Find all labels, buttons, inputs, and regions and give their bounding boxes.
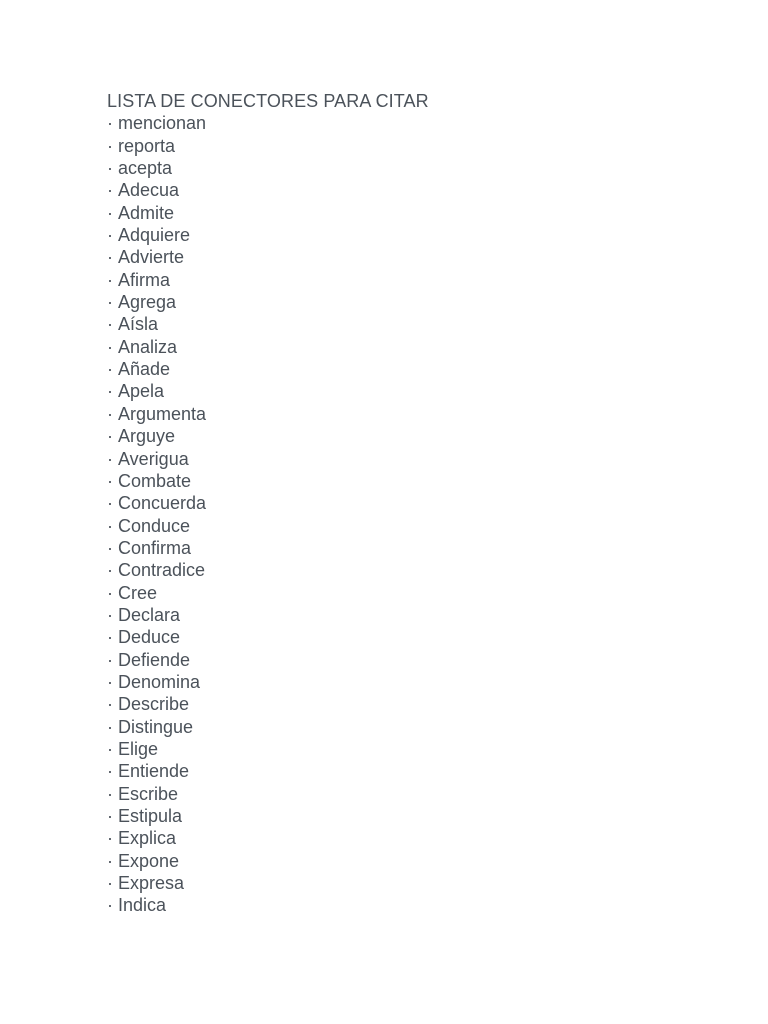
list-item — [107, 112, 707, 134]
bullet-icon: · — [107, 649, 113, 670]
bullet-icon: · — [107, 627, 113, 648]
list-item-label: reporta — [118, 135, 176, 156]
list-item — [107, 358, 707, 380]
bullet-icon: · — [107, 582, 113, 603]
bullet-icon: · — [107, 783, 113, 804]
list-item — [107, 336, 707, 358]
list-item-label: Combate — [118, 470, 192, 491]
bullet-icon: · — [107, 850, 113, 871]
list-item — [107, 537, 707, 559]
list-item — [107, 760, 707, 782]
bullet-icon: · — [107, 180, 113, 201]
list-item-label: Añade — [118, 359, 171, 380]
bullet-icon: · — [107, 426, 113, 447]
list-item — [107, 649, 707, 671]
list-item — [107, 492, 707, 514]
bullet-icon: · — [107, 225, 113, 246]
list-item-label: Estipula — [118, 806, 183, 826]
list-item — [107, 157, 707, 179]
list-item-label: Advierte — [118, 247, 185, 268]
bullet-icon: · — [107, 828, 113, 849]
bullet-icon: · — [107, 537, 113, 558]
list-item-label: Argumenta — [118, 403, 207, 424]
list-item — [107, 626, 707, 648]
list-item-label: Contradice — [118, 560, 206, 581]
list-item-label: Conduce — [118, 515, 191, 536]
list-item — [107, 604, 707, 626]
list-item-label: Adecua — [118, 180, 180, 201]
list-item — [107, 559, 707, 581]
bullet-icon: · — [107, 873, 113, 894]
list-item — [107, 291, 707, 313]
list-item-label: Distingue — [118, 716, 194, 737]
list-item-label: Denomina — [118, 671, 201, 692]
list-item-label: Averigua — [118, 448, 189, 469]
list-item — [107, 246, 707, 268]
list-item-label: Aísla — [118, 314, 159, 335]
document-page — [107, 90, 707, 917]
list-item-label: Describe — [118, 694, 190, 715]
list-item-label: Arguye — [118, 426, 176, 447]
bullet-icon: · — [107, 381, 113, 402]
list-item — [107, 805, 707, 827]
list-item-label: Deduce — [118, 627, 181, 648]
list-item-label: Apela — [118, 381, 165, 402]
bullet-icon: · — [107, 403, 113, 424]
list-item — [107, 582, 707, 604]
list-item — [107, 716, 707, 738]
bullet-icon: · — [107, 604, 113, 625]
list-item — [107, 269, 707, 291]
list-item — [107, 671, 707, 693]
bullet-icon: · — [107, 470, 113, 491]
list-item-label: Afirma — [118, 269, 171, 290]
list-item — [107, 403, 707, 425]
list-item — [107, 515, 707, 537]
bullet-icon: · — [107, 202, 113, 223]
list-item-label: mencionan — [118, 113, 207, 134]
bullet-icon: · — [107, 314, 113, 335]
list-item-label: Defiende — [118, 649, 191, 670]
bullet-icon: · — [107, 738, 113, 759]
bullet-icon: · — [107, 806, 113, 826]
list-item-label: Cree — [118, 582, 158, 603]
list-item-label: Agrega — [118, 292, 177, 313]
list-item-label: Confirma — [118, 537, 192, 558]
bullet-icon: · — [107, 336, 113, 357]
list-item — [107, 872, 707, 894]
document-title: LISTA DE CONECTORES PARA CITAR — [107, 91, 429, 111]
list-item — [107, 425, 707, 447]
list-item — [107, 448, 707, 470]
list-item — [107, 783, 707, 805]
list-item — [107, 470, 707, 492]
bullet-icon: · — [107, 694, 113, 715]
list-item-label: Entiende — [118, 761, 190, 782]
list-item-label: Expone — [118, 850, 180, 871]
bullet-icon: · — [107, 135, 113, 156]
list-item-label: Escribe — [118, 783, 179, 804]
list-item — [107, 738, 707, 760]
bullet-icon: · — [107, 493, 113, 514]
list-item-label: Explica — [118, 828, 177, 849]
list-item-label: Admite — [118, 202, 175, 223]
list-item — [107, 313, 707, 335]
bullet-icon: · — [107, 560, 113, 581]
list-item — [107, 380, 707, 402]
bullet-icon: · — [107, 113, 113, 134]
list-item — [107, 850, 707, 872]
bullet-icon: · — [107, 292, 113, 313]
list-item-label: Adquiere — [118, 225, 191, 246]
bullet-icon: · — [107, 158, 113, 179]
list-item — [107, 693, 707, 715]
bullet-icon: · — [107, 895, 113, 916]
bullet-icon: · — [107, 359, 113, 380]
bullet-icon: · — [107, 716, 113, 737]
list-item-label: Declara — [118, 604, 181, 625]
bullet-icon: · — [107, 269, 113, 290]
list-item — [107, 179, 707, 201]
list-item — [107, 224, 707, 246]
bullet-icon: · — [107, 448, 113, 469]
bullet-icon: · — [107, 761, 113, 782]
bullet-icon: · — [107, 671, 113, 692]
list-item-label: Expresa — [118, 873, 185, 894]
list-item-label: Analiza — [118, 336, 178, 357]
list-item-label: acepta — [118, 158, 173, 179]
list-item — [107, 135, 707, 157]
bullet-icon: · — [107, 515, 113, 536]
list-item — [107, 827, 707, 849]
list-item-label: Concuerda — [118, 493, 207, 514]
list-item-label: Elige — [118, 738, 159, 759]
bullet-icon: · — [107, 247, 113, 268]
list-item — [107, 202, 707, 224]
list-item-label: Indica — [118, 895, 167, 916]
list-item — [107, 894, 707, 916]
connector-list — [107, 112, 707, 916]
